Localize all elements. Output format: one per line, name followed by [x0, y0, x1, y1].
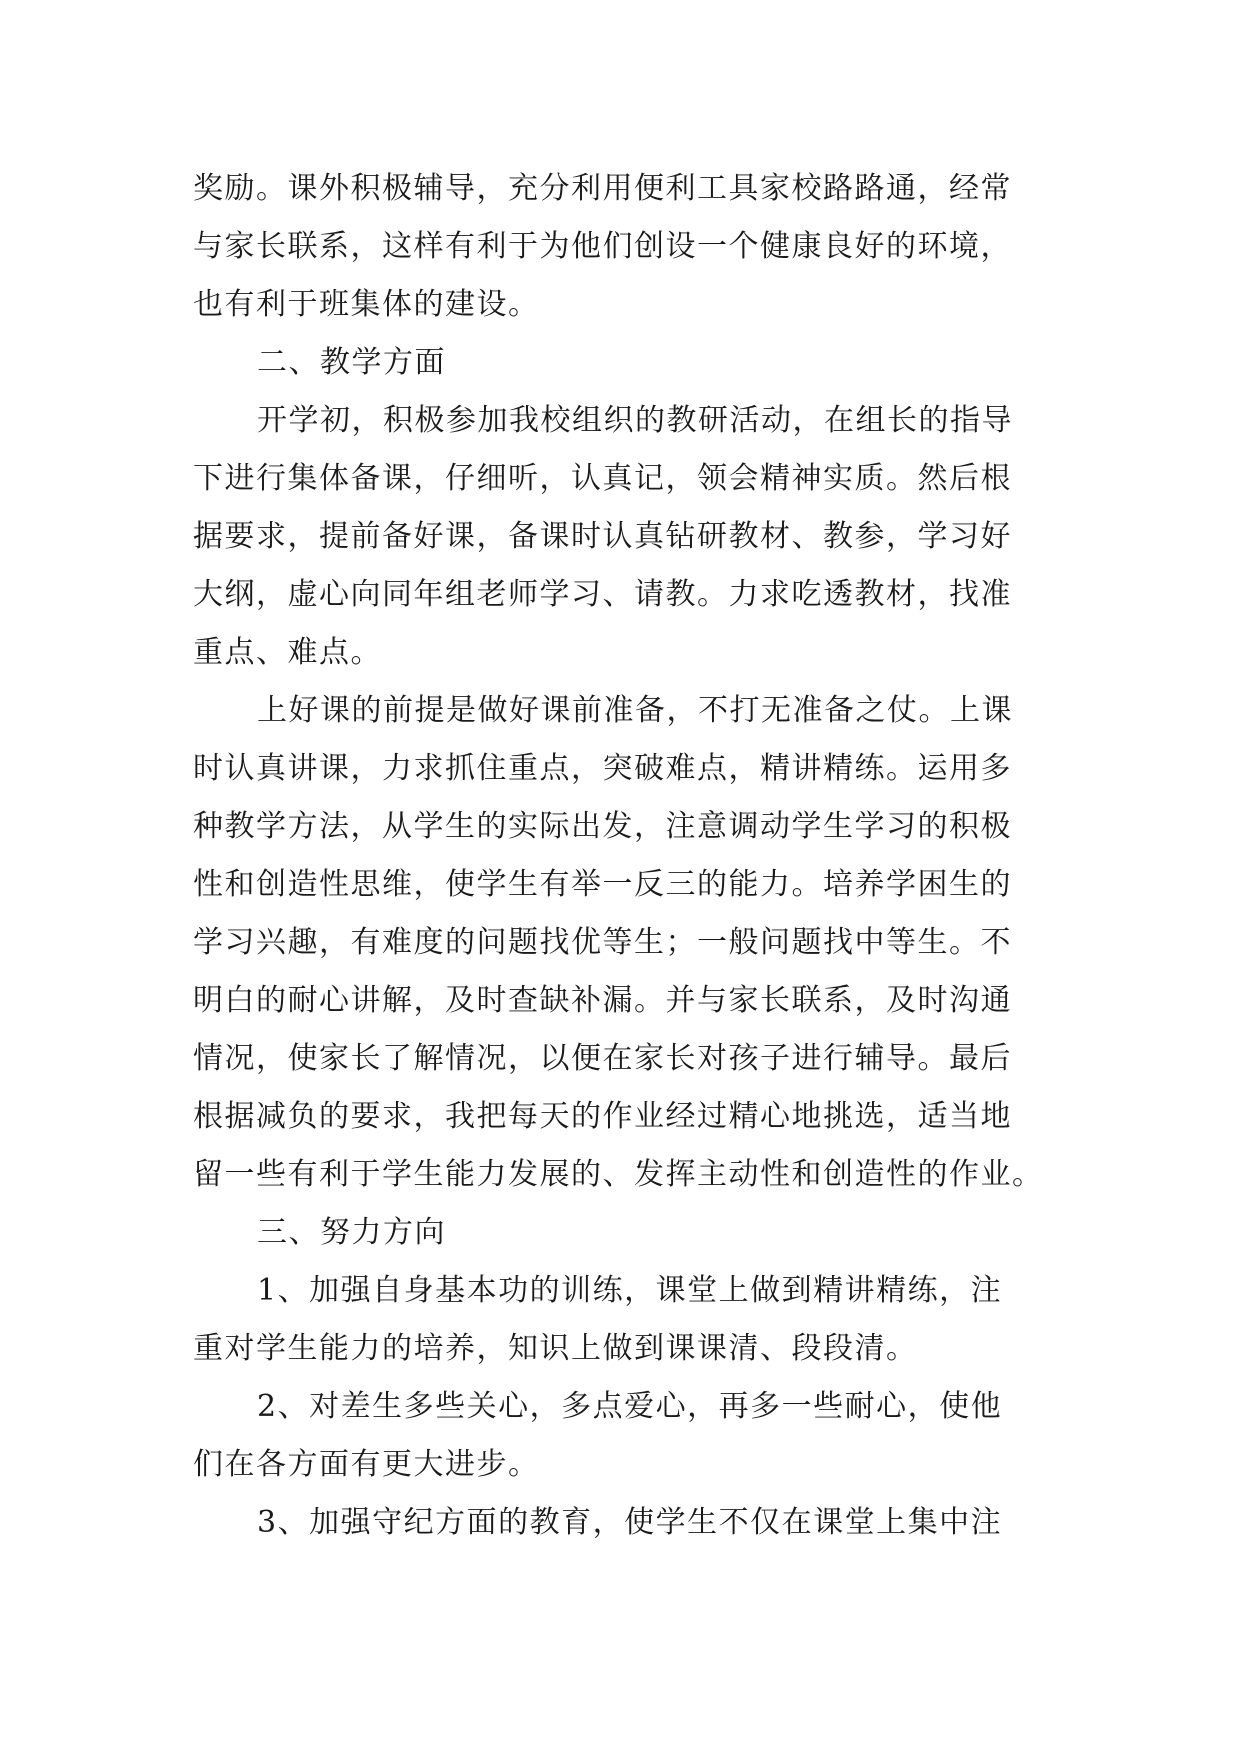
paragraph-line: 与家长联系，这样有利于为他们创设一个健康良好的环境，: [193, 229, 1012, 264]
paragraph-line: 大纲，虚心向同年组老师学习、请教。力求吃透教材，找准: [193, 577, 1012, 612]
paragraph-line: 上好课的前提是做好课前准备，不打无准备之仗。上课: [257, 693, 1013, 728]
paragraph-line: 明白的耐心讲解，及时查缺补漏。并与家长联系，及时沟通: [193, 983, 1012, 1018]
paragraph-line: 也有利于班集体的建设。: [193, 287, 540, 322]
paragraph-line: 留一些有利于学生能力发展的、发挥主动性和创造性的作业。: [193, 1157, 1044, 1192]
list-item-1: 1、加强自身基本功的训练，课堂上做到精讲精练，注: [257, 1273, 1003, 1308]
paragraph-line: 下进行集体备课，仔细听，认真记，领会精神实质。然后根: [193, 461, 1012, 496]
list-item-3: 3、加强守纪方面的教育，使学生不仅在课堂上集中注: [257, 1505, 1003, 1540]
paragraph-line: 种教学方法，从学生的实际出发，注意调动学生学习的积极: [193, 809, 1012, 844]
paragraph-line: 重点、难点。: [193, 635, 382, 670]
section-heading-teaching: 二、教学方面: [257, 345, 446, 380]
paragraph-line: 开学初，积极参加我校组织的教研活动，在组长的指导: [257, 403, 1013, 438]
paragraph-line: 据要求，提前备好课，备课时认真钻研教材、教参，学习好: [193, 519, 1012, 554]
paragraph-line: 性和创造性思维，使学生有举一反三的能力。培养学困生的: [193, 867, 1012, 902]
list-item-2: 2、对差生多些关心，多点爱心，再多一些耐心，使他: [257, 1389, 1003, 1424]
paragraph-line: 奖励。课外积极辅导，充分利用便利工具家校路路通，经常: [193, 171, 1012, 206]
paragraph-line: 们在各方面有更大进步。: [193, 1447, 540, 1482]
paragraph-line: 学习兴趣，有难度的问题找优等生；一般问题找中等生。不: [193, 925, 1012, 960]
paragraph-line: 根据减负的要求，我把每天的作业经过精心地挑选，适当地: [193, 1099, 1012, 1134]
document-body: [193, 160, 1063, 1552]
section-heading-direction: 三、努力方向: [257, 1215, 446, 1250]
paragraph-line: 重对学生能力的培养，知识上做到课课清、段段清。: [193, 1331, 918, 1366]
paragraph-line: 情况，使家长了解情况，以便在家长对孩子进行辅导。最后: [193, 1041, 1012, 1076]
paragraph-line: 时认真讲课，力求抓住重点，突破难点，精讲精练。运用多: [193, 751, 1012, 786]
